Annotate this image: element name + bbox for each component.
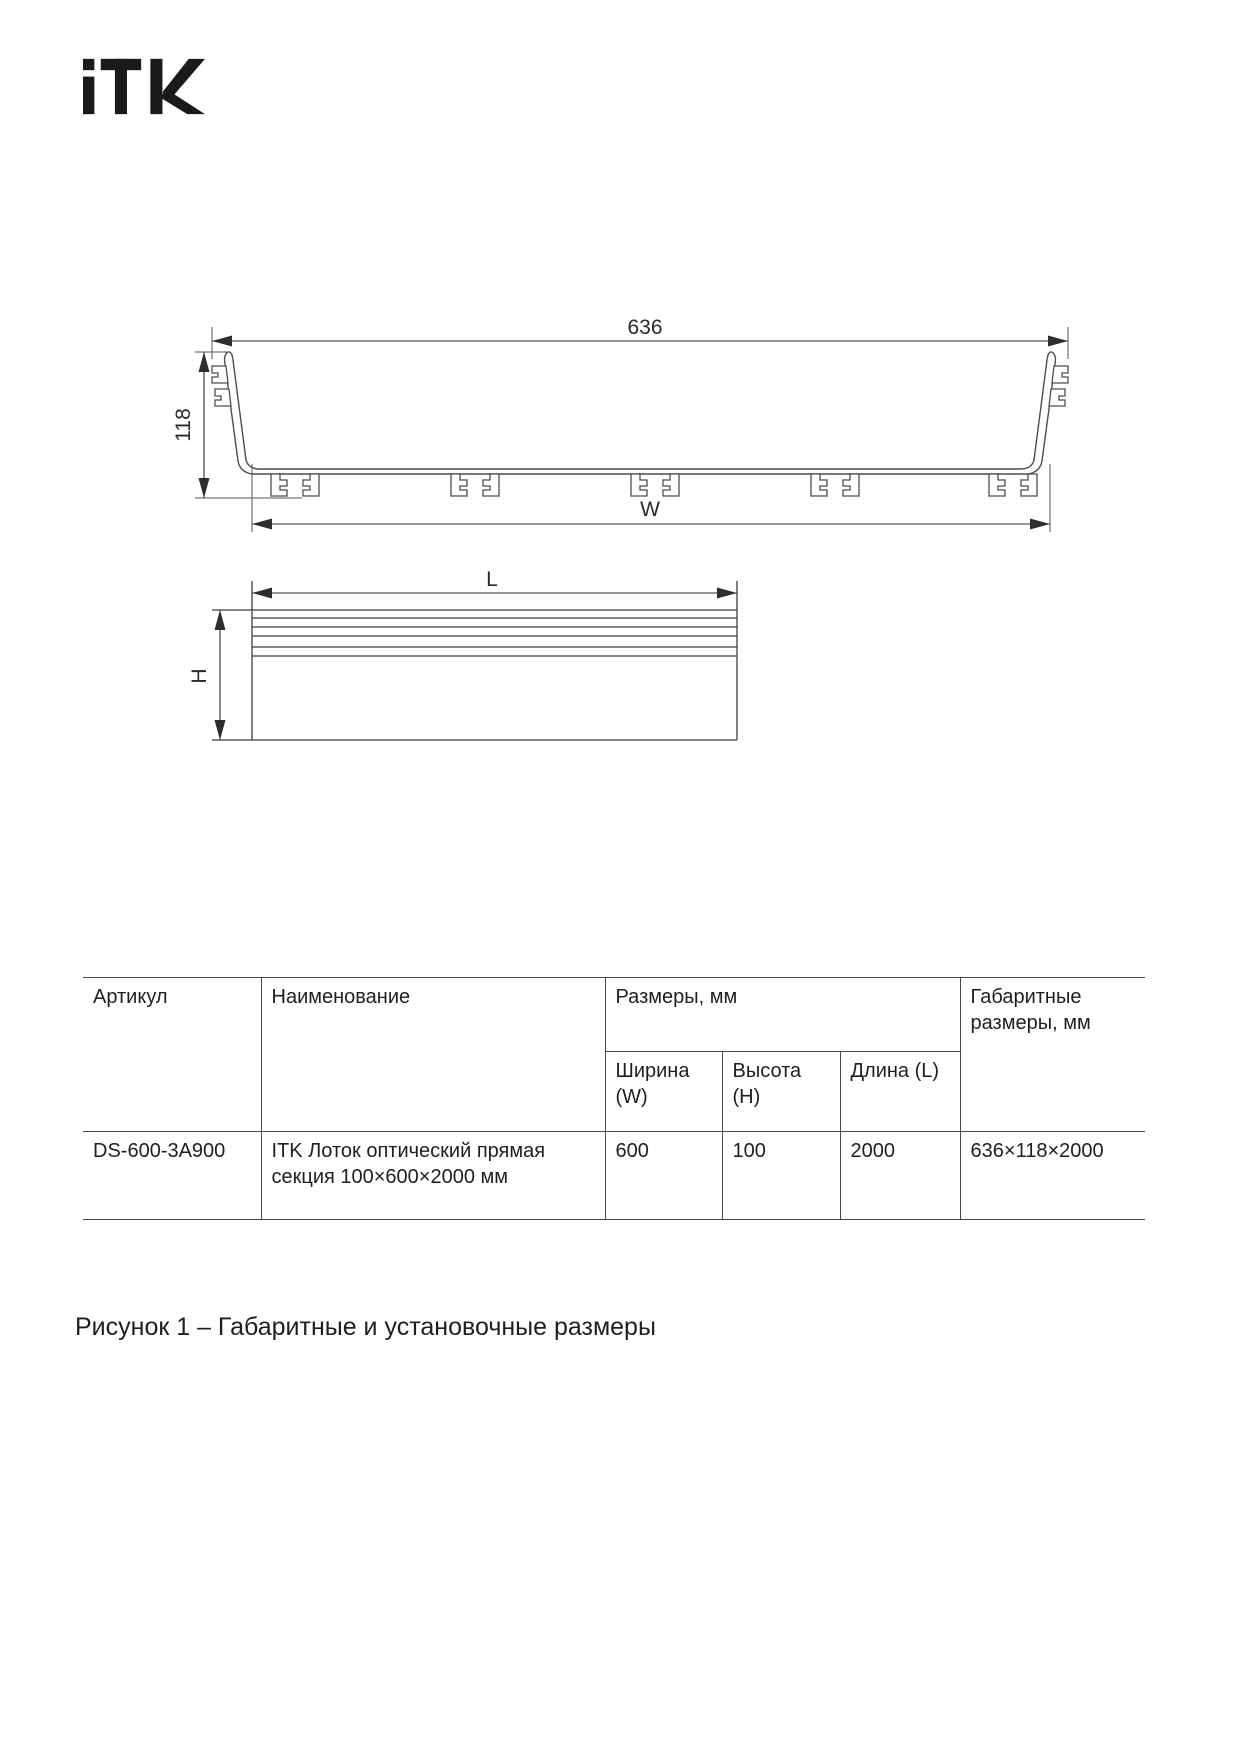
dim-l-arrow-right <box>717 588 737 599</box>
col-header-width: Ширина (W) <box>605 1052 722 1132</box>
dimension-label-w: W <box>640 498 660 521</box>
dim-h-arrow-bottom <box>215 720 226 740</box>
dim-l-arrow-left <box>252 588 272 599</box>
cross-section-drawing <box>172 316 1068 532</box>
cell-article: DS-600-3A900 <box>83 1132 261 1220</box>
side-view-profile-lines <box>252 618 737 656</box>
dim-636-arrow-left <box>212 336 232 347</box>
cell-name: ITK Лоток оптический прямая секция 100×600×2000 мм <box>261 1132 605 1220</box>
bottom-clip-pairs <box>271 474 1037 496</box>
figure-caption: Рисунок 1 – Габаритные и установочные размеры <box>75 1313 656 1341</box>
dim-w-arrow-right <box>1030 519 1050 530</box>
dim-h-arrow-top <box>215 610 226 630</box>
bottom-clip <box>811 474 827 496</box>
dim-118-arrow-bottom <box>199 478 210 498</box>
bottom-clip <box>843 474 859 496</box>
technical-drawings <box>0 0 1238 800</box>
right-wall-clip-lower <box>1049 389 1065 406</box>
right-wall-clip-upper <box>1052 366 1068 383</box>
col-header-dimensions-group: Размеры, мм <box>605 978 960 1052</box>
dim-118-arrow-top <box>199 352 210 372</box>
dimension-label-636: 636 <box>627 316 663 339</box>
bottom-clip <box>451 474 467 496</box>
left-wall-clip-lower <box>215 389 231 406</box>
col-header-height: Высота (H) <box>722 1052 840 1132</box>
col-header-length: Длина (L) <box>840 1052 960 1132</box>
bottom-clip <box>663 474 679 496</box>
bottom-clip <box>303 474 319 496</box>
bottom-clip <box>631 474 647 496</box>
cell-height: 100 <box>722 1132 840 1220</box>
table-row <box>83 1132 1145 1220</box>
dimension-label-118: 118 <box>172 408 195 442</box>
cell-overall: 636×118×2000 <box>960 1132 1145 1220</box>
dim-636-arrow-right <box>1048 336 1068 347</box>
dim-w-arrow-left <box>252 519 272 530</box>
col-header-overall: Габаритные размеры, мм <box>960 978 1145 1132</box>
col-header-name: Наименование <box>261 978 605 1132</box>
cell-length: 2000 <box>840 1132 960 1220</box>
col-header-article: Артикул <box>83 978 261 1132</box>
dimension-label-h: H <box>188 668 211 684</box>
dimension-label-l: L <box>486 568 498 591</box>
side-view-drawing <box>188 568 737 740</box>
bottom-clip <box>271 474 287 496</box>
bottom-clip <box>1021 474 1037 496</box>
cell-width: 600 <box>605 1132 722 1220</box>
spec-table <box>83 977 1145 1220</box>
bottom-clip <box>483 474 499 496</box>
left-wall-clip-upper <box>212 366 228 383</box>
tray-profile-outline <box>225 352 1056 474</box>
bottom-clip <box>989 474 1005 496</box>
